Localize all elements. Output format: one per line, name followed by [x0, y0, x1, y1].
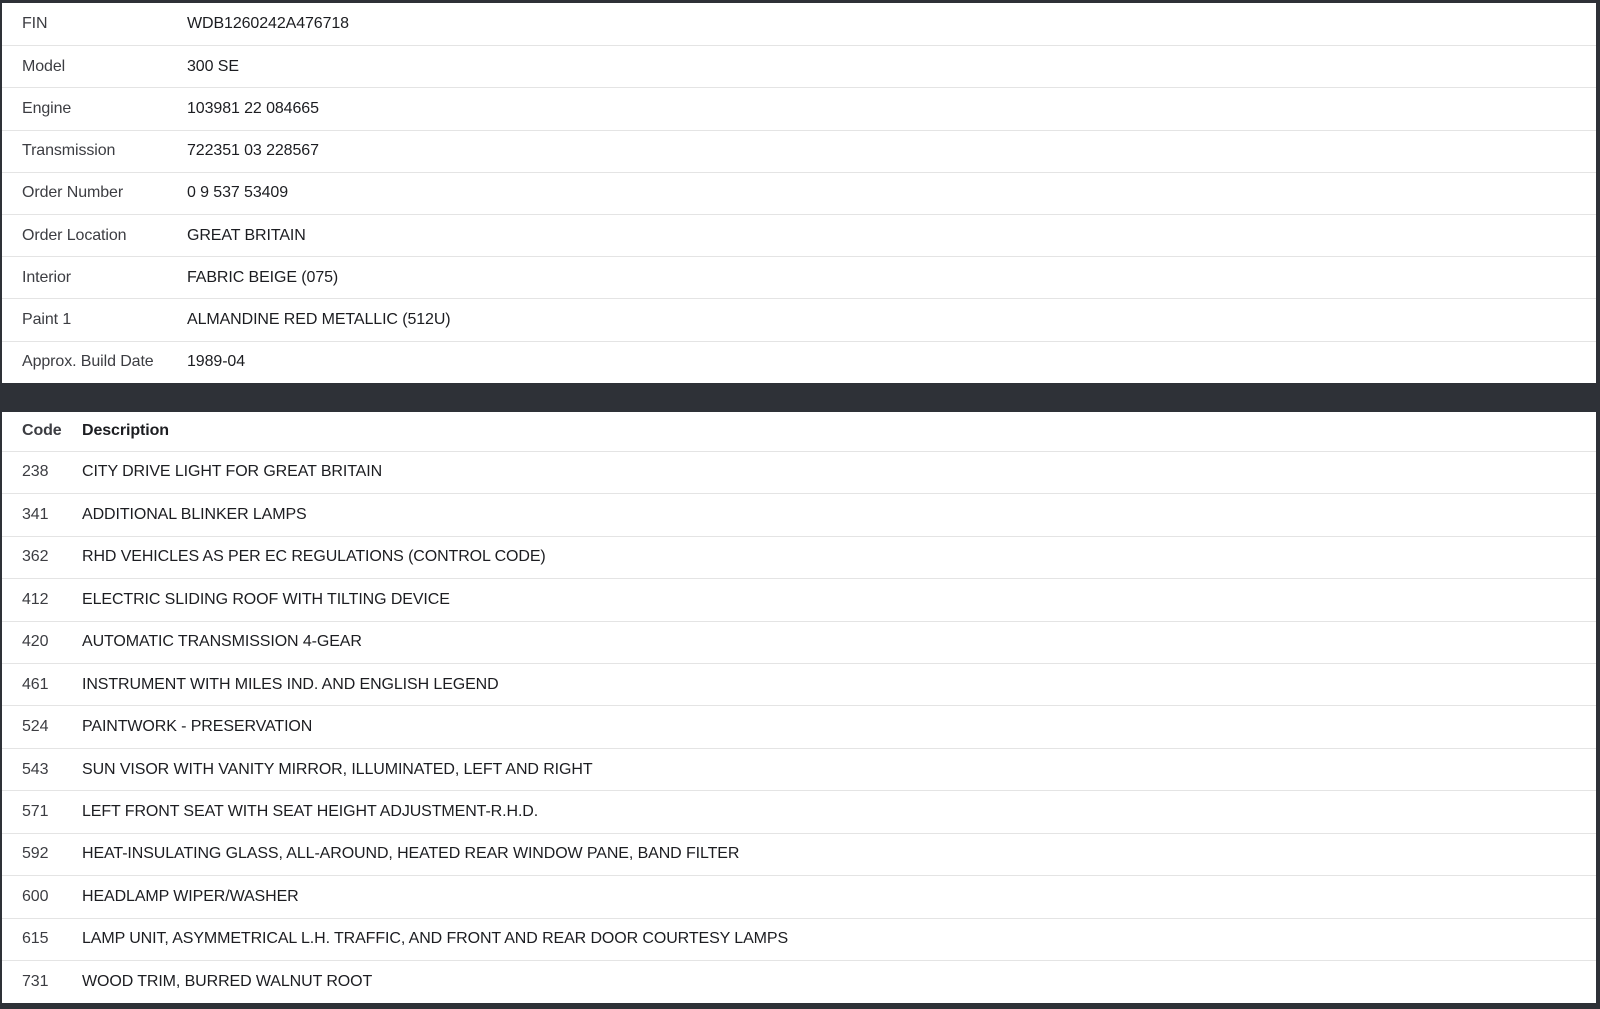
option-description: INSTRUMENT WITH MILES IND. AND ENGLISH LEGEND	[82, 675, 499, 693]
field-value: WDB1260242A476718	[187, 15, 349, 33]
field-value: 722351 03 228567	[187, 142, 319, 160]
option-code-row	[2, 493, 1596, 535]
field-label: Approx. Build Date	[22, 353, 154, 371]
vehicle-info-row	[2, 214, 1596, 256]
vehicle-info-table	[2, 3, 1596, 383]
field-label: Order Number	[22, 184, 124, 202]
description-column-header: Description	[82, 422, 169, 440]
field-value: 0 9 537 53409	[187, 184, 289, 202]
field-value: 300 SE	[187, 57, 239, 75]
vehicle-info-row	[2, 341, 1596, 383]
field-label: Paint 1	[22, 310, 72, 328]
field-value: GREAT BRITAIN	[187, 226, 306, 244]
option-description: LAMP UNIT, ASYMMETRICAL L.H. TRAFFIC, AND FRONT AND REAR DOOR COURTESY LAMPS	[82, 930, 789, 948]
option-code: 600	[22, 887, 49, 905]
option-description: HEAT-INSULATING GLASS, ALL-AROUND, HEATED REAR WINDOW PANE, BAND FILTER	[82, 845, 740, 863]
option-description: PAINTWORK - PRESERVATION	[82, 718, 313, 736]
vehicle-info-row	[2, 256, 1596, 298]
field-label: Engine	[22, 99, 72, 117]
option-description: LEFT FRONT SEAT WITH SEAT HEIGHT ADJUSTMENT-R.H.D.	[82, 803, 539, 821]
option-description: HEADLAMP WIPER/WASHER	[82, 887, 299, 905]
option-code-row	[2, 960, 1596, 1002]
option-description: AUTOMATIC TRANSMISSION 4-GEAR	[82, 633, 362, 651]
option-code: 615	[22, 930, 49, 948]
field-label: FIN	[22, 15, 48, 33]
option-code-row	[2, 875, 1596, 917]
option-code-row	[2, 621, 1596, 663]
option-code: 592	[22, 845, 49, 863]
field-label: Interior	[22, 268, 71, 286]
option-code: 543	[22, 760, 49, 778]
option-code-row	[2, 705, 1596, 747]
option-code: 731	[22, 972, 49, 990]
option-code: 461	[22, 675, 49, 693]
option-code-row	[2, 918, 1596, 960]
option-description: SUN VISOR WITH VANITY MIRROR, ILLUMINATED, LEFT AND RIGHT	[82, 760, 593, 778]
field-label: Order Location	[22, 226, 127, 244]
table-header-row	[2, 412, 1596, 451]
option-code: 341	[22, 505, 49, 523]
option-code-row	[2, 536, 1596, 578]
vehicle-info-row	[2, 130, 1596, 172]
option-code-row	[2, 833, 1596, 875]
option-code: 420	[22, 633, 49, 651]
option-codes-table	[2, 412, 1596, 1003]
option-description: WOOD TRIM, BURRED WALNUT ROOT	[82, 972, 373, 990]
vehicle-info-row	[2, 3, 1596, 45]
vehicle-info-row	[2, 87, 1596, 129]
field-label: Model	[22, 57, 66, 75]
option-code: 524	[22, 718, 49, 736]
option-code-row	[2, 451, 1596, 493]
option-code-row	[2, 663, 1596, 705]
option-description: ELECTRIC SLIDING ROOF WITH TILTING DEVICE	[82, 590, 450, 608]
option-code: 412	[22, 590, 49, 608]
field-value: FABRIC BEIGE (075)	[187, 268, 339, 286]
option-code: 238	[22, 463, 49, 481]
option-code: 362	[22, 548, 49, 566]
field-value: 103981 22 084665	[187, 99, 319, 117]
vehicle-info-row	[2, 298, 1596, 340]
section-divider	[2, 383, 1596, 412]
option-code-row	[2, 748, 1596, 790]
option-code-row	[2, 578, 1596, 620]
field-value: ALMANDINE RED METALLIC (512U)	[187, 310, 451, 328]
option-code: 571	[22, 803, 49, 821]
option-description: ADDITIONAL BLINKER LAMPS	[82, 505, 307, 523]
option-code-row	[2, 790, 1596, 832]
field-value: 1989-04	[187, 353, 246, 371]
vehicle-info-row	[2, 45, 1596, 87]
field-label: Transmission	[22, 142, 116, 160]
code-column-header: Code	[22, 422, 62, 440]
option-description: CITY DRIVE LIGHT FOR GREAT BRITAIN	[82, 463, 383, 481]
option-description: RHD VEHICLES AS PER EC REGULATIONS (CONTROL CODE)	[82, 548, 546, 566]
vehicle-info-row	[2, 172, 1596, 214]
